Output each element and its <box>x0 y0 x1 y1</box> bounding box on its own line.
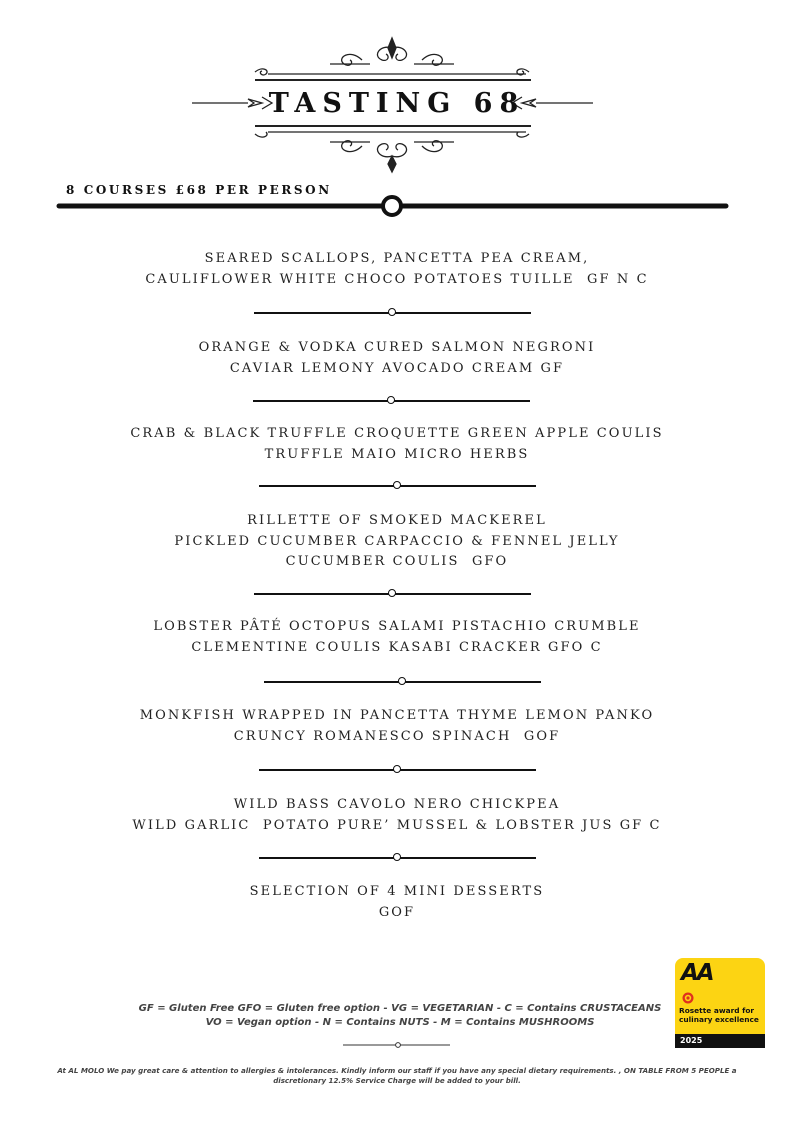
course-3-line-2: TRUFFLE MAIO MICRO HERBS <box>264 446 530 462</box>
course-divider <box>254 588 531 600</box>
course-4 <box>0 511 794 573</box>
course-7-line-2: WILD GARLIC POTATO PURE’ MUSSEL & LOBSTER JUS GF C <box>132 817 662 833</box>
legend-line-1: GF = Gluten Free GFO = Gluten free option - VG = VEGETARIAN - C = Contains CRUSTACEANS <box>138 1003 662 1014</box>
course-4-line-2: PICKLED CUCUMBER CARPACCIO & FENNEL JELLY <box>174 533 620 549</box>
menu-subtitle: 8 COURSES £68 PER PERSON <box>66 183 332 197</box>
course-6 <box>0 706 794 747</box>
course-5 <box>0 617 794 658</box>
aa-logo: AA <box>681 960 713 986</box>
course-2-line-2: CAVIAR LEMONY AVOCADO CREAM GF <box>229 360 565 376</box>
allergen-legend <box>110 1002 690 1030</box>
course-1-line-2: CAULIFLOWER WHITE CHOCO POTATOES TUILLE GF N C <box>145 271 649 287</box>
course-divider <box>259 852 536 864</box>
course-divider <box>259 764 536 776</box>
course-8-line-1: SELECTION OF 4 MINI DESSERTS <box>249 884 545 899</box>
course-5-line-1: LOBSTER PÂTÉ OCTOPUS SALAMI PISTACHIO CRUMBLE <box>153 619 641 634</box>
course-divider <box>253 395 530 407</box>
aa-rosette-badge <box>675 958 765 1048</box>
legend-divider <box>342 1040 452 1050</box>
course-3-line-1: CRAB & BLACK TRUFFLE CROQUETTE GREEN APPLE COULIS <box>130 426 664 441</box>
rosette-icon <box>682 992 694 1004</box>
course-8 <box>0 882 794 923</box>
course-1-line-1: SEARED SCALLOPS, PANCETTA PEA CREAM, <box>204 251 590 266</box>
course-7 <box>0 795 794 836</box>
course-divider <box>254 307 531 319</box>
allergy-notice: At AL MOLO We pay great care & attention to allergies & intolerances. Kindly inform our staff if you have any special dietary requirements. , ON TABLE FROM 5 PEOPLE a discretionary 12.5% Service Charge will be added to your bill. <box>57 1066 737 1085</box>
badge-year: 2025 <box>675 1034 765 1048</box>
course-4-line-3: CUCUMBER COULIS GFO <box>285 554 509 569</box>
course-6-line-1: MONKFISH WRAPPED IN PANCETTA THYME LEMON PANKO <box>139 708 655 723</box>
menu-title: TASTING 68 <box>268 88 526 119</box>
course-divider <box>259 480 536 492</box>
course-2 <box>0 338 794 379</box>
course-1 <box>0 249 794 290</box>
course-divider <box>264 676 541 688</box>
badge-text: Rosette award for culinary excellence <box>679 1006 759 1024</box>
course-3 <box>0 424 794 465</box>
course-7-line-1: WILD BASS CAVOLO NERO CHICKPEA <box>233 797 561 812</box>
legend-line-2: VO = Vegan option - N = Contains NUTS - M = Contains MUSHROOMS <box>205 1017 595 1028</box>
course-8-line-2: GOF <box>378 904 416 920</box>
course-2-line-1: ORANGE & VODKA CURED SALMON NEGRONI <box>198 340 596 355</box>
course-5-line-2: CLEMENTINE COULIS KASABI CRACKER GFO C <box>191 639 603 655</box>
main-divider <box>55 194 730 220</box>
course-4-line-1: RILLETTE OF SMOKED MACKEREL <box>247 513 547 528</box>
course-6-line-2: CRUNCY ROMANESCO SPINACH GOF <box>233 728 561 744</box>
